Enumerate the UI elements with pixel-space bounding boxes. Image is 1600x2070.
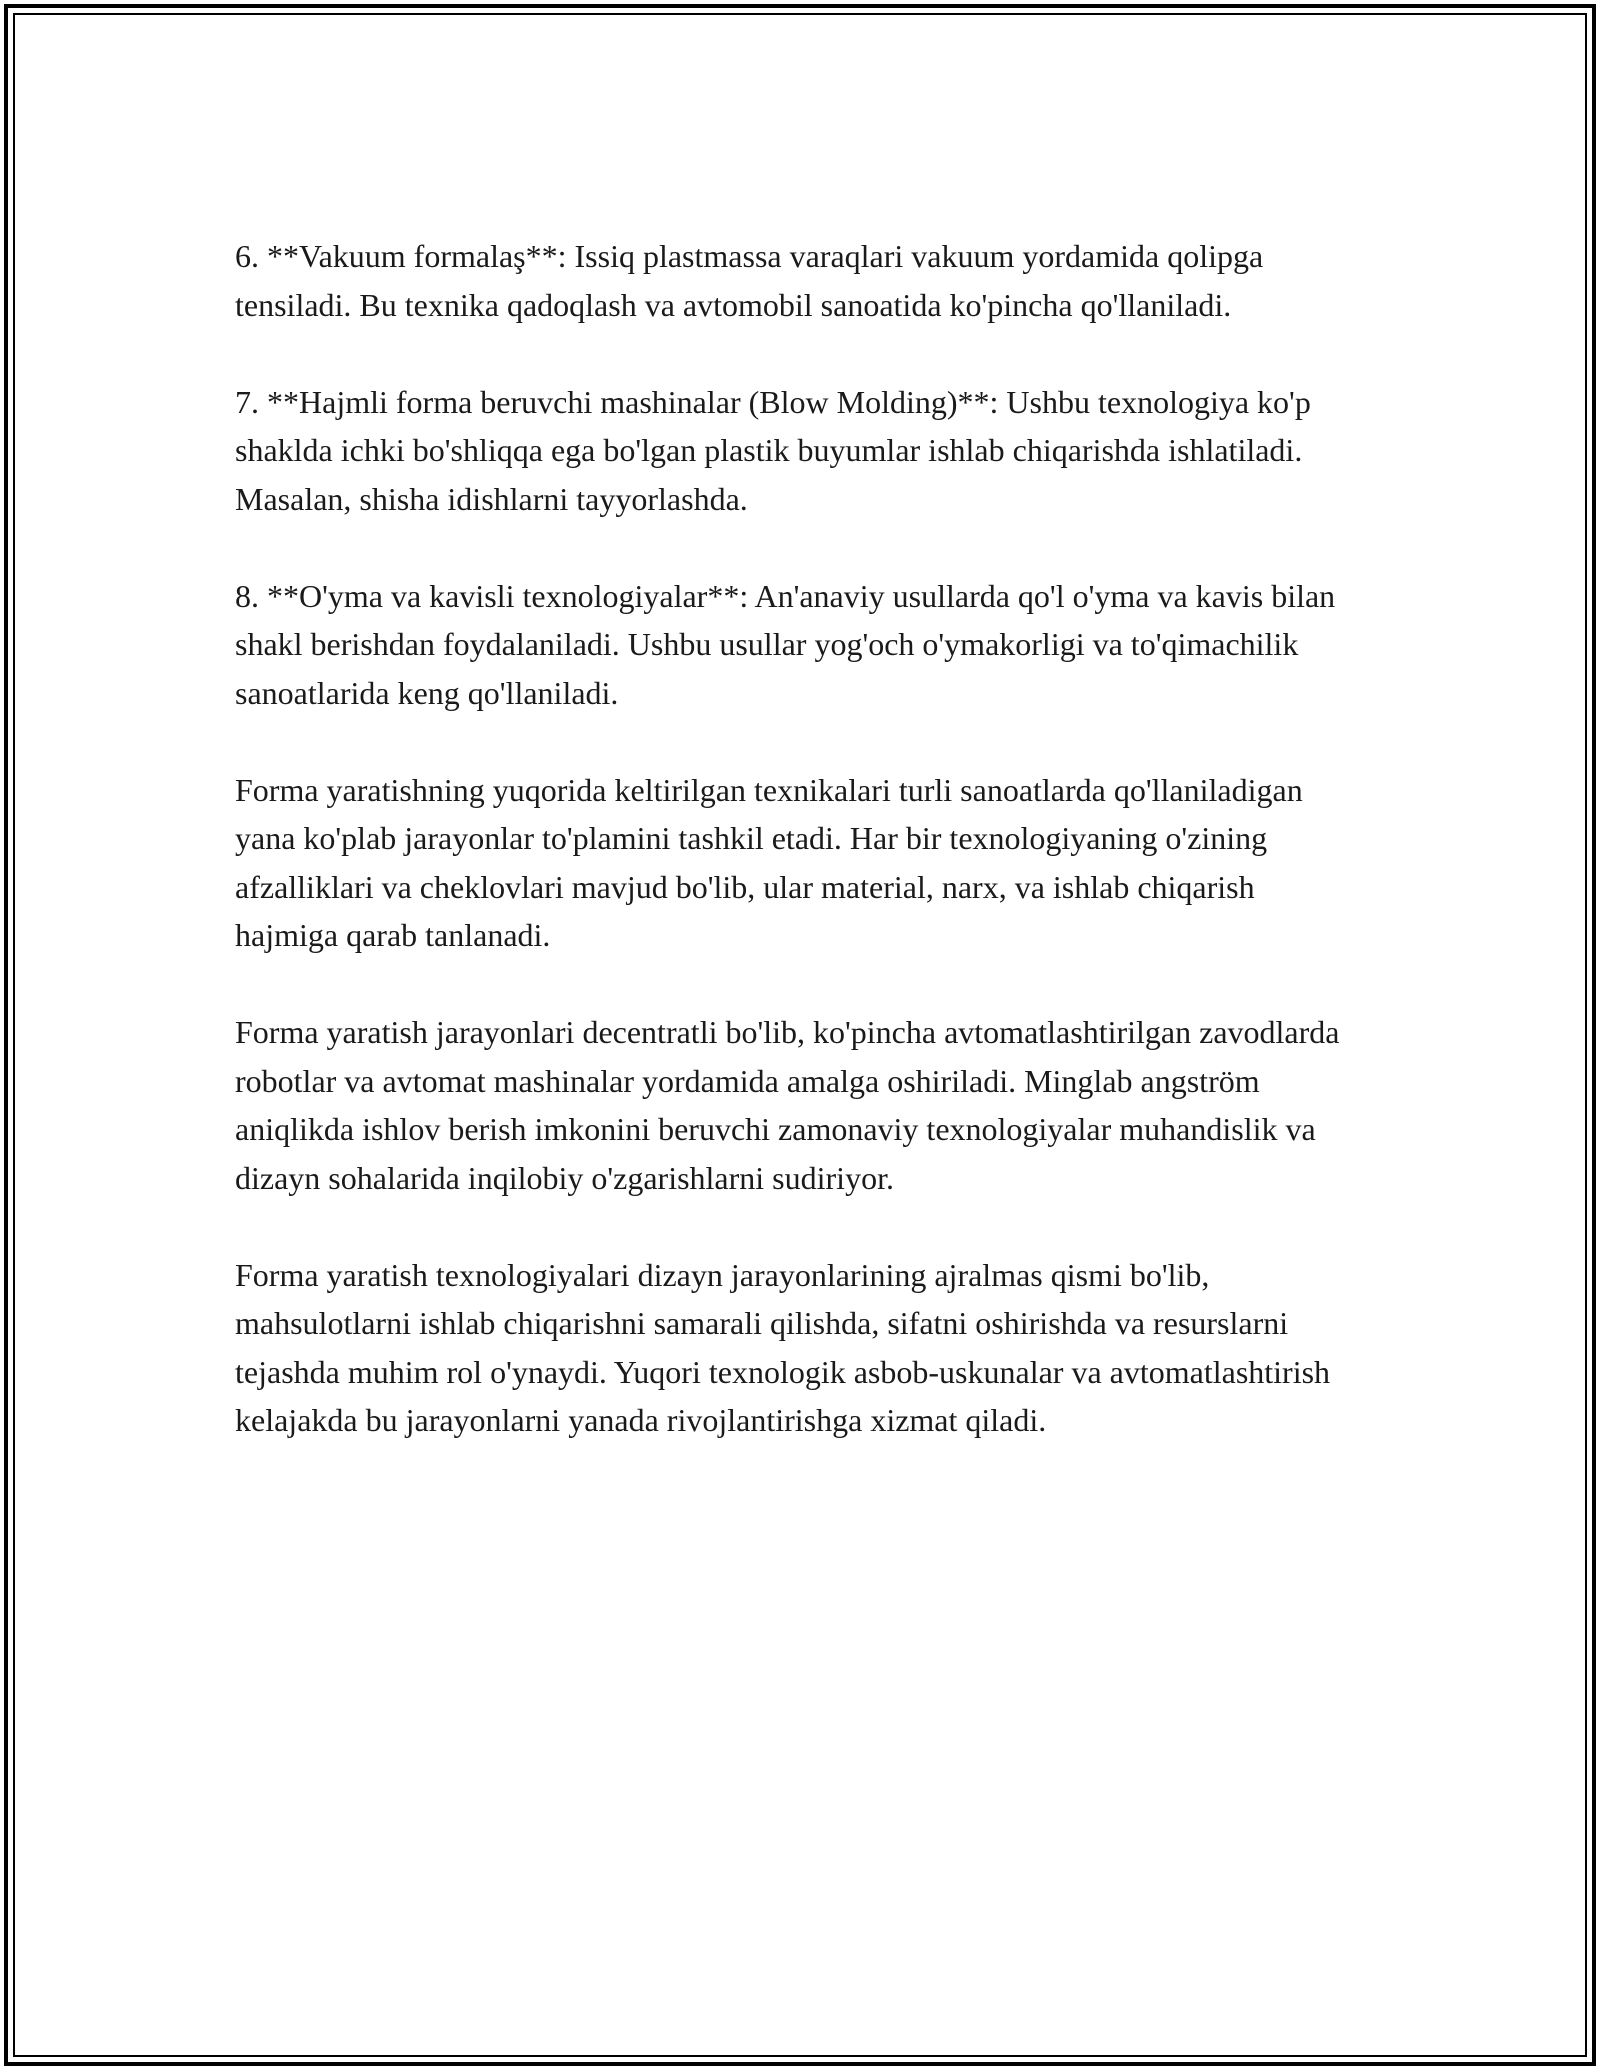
paragraph-carving-technologies: 8. **O'yma va kavisli texnologiyalar**: An'anaviy usullarda qo'l o'yma va kavis bilan shakl berishdan foydalaniladi. Ushbu usullar yog'och o'ymakorligi va to'qimachilik sanoatlarida keng qo'llaniladi. — [235, 577, 1336, 711]
paragraph-vacuum-forming: 6. **Vakuum formalaş**: Issiq plastmassa varaqlari vakuum yordamida qolipga tensiladi. Bu texnika qadoqlash va avtomobil sanoatida ko'pincha qo'llaniladi. — [235, 238, 1264, 323]
paragraph-forming-techniques-summary: Forma yaratishning yuqorida keltirilgan texnikalari turli sanoatlarda qo'llaniladigan yana ko'plab jarayonlar to'plamini tashkil etadi. Har bir texnologiyaning o'zining afzalliklari va cheklovlari mavjud bo'lib, ular material, narx, va ishlab chiqarish hajmiga qarab tanlanadi. — [235, 771, 1303, 953]
paragraph-forming-automation: Forma yaratish jarayonlari decentratli bo'lib, ko'pincha avtomatlashtirilgan zavodlarda robotlar va avtomat mashinalar yordamida amalga oshiriladi. Minglab angström aniqlikda ishlov berish imkonini beruvchi zamonaviy texnologiyalar muhandislik va dizayn sohalarida inqilobiy o'zgarishlarni sudiriyor. — [235, 1014, 1340, 1196]
paragraph-blow-molding: 7. **Hajmli forma beruvchi mashinalar (Blow Molding)**: Ushbu texnologiya ko'p shaklda ichki bo'shliqqa ega bo'lgan plastik buyumlar ishlab chiqarishda ishlatiladi. Masalan, shisha idishlarni tayyorlashda. — [235, 383, 1311, 517]
document-body — [235, 232, 1365, 1445]
paragraph-forming-conclusion: Forma yaratish texnologiyalari dizayn jarayonlarining ajralmas qismi bo'lib, mahsulotlarni ishlab chiqarishni samarali qilishda, sifatni oshirishda va resurslarni tejashda muhim rol o'ynaydi. Yuqori texnologik asbob-uskunalar va avtomatlashtirish kelajakda bu jarayonlarni yanada rivojlantirishga xizmat qiladi. — [235, 1256, 1331, 1438]
